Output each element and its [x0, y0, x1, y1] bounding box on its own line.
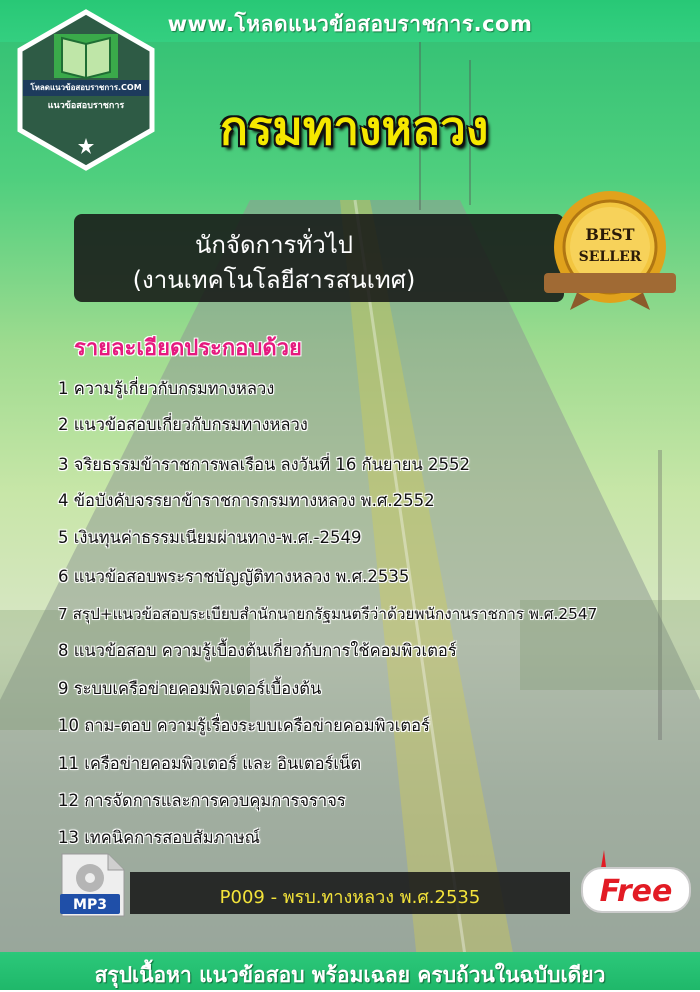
best-seller-badge [540, 185, 680, 325]
mp3-file-icon [58, 852, 128, 918]
list-item: 13 เทคนิคการสอบสัมภาษณ์ [58, 828, 260, 847]
seller-line2: SELLER [578, 249, 642, 265]
logo-site-name: โหลดแนวข้อสอบราชการ.COM [23, 80, 149, 96]
main-title: กรมทางหลวง [220, 101, 489, 155]
logo-tagline: แนวข้อสอบราชการ [47, 101, 125, 111]
list-item: 4 ข้อบังคับจรรยาข้าราชการกรมทางหลวง พ.ศ.2552 [58, 491, 435, 510]
list-item: 10 ถาม-ตอบ ความรู้เรื่องระบบเครือข่ายคอมพิวเตอร์ [58, 716, 430, 735]
list-item: 12 การจัดการและการควบคุมการจราจร [58, 791, 346, 810]
list-item: 3 จริยธรรมข้าราชการพลเรือน ลงวันที่ 16 กันยายน 2552 [58, 455, 470, 474]
list-item: 7 สรุป+แนวข้อสอบระเบียบสำนักนายกรัฐมนตรีว่าด้วยพนักงานราชการ พ.ศ.2547 [58, 605, 598, 623]
position-title: นักจัดการทั่วไป [194, 231, 354, 259]
free-label: Free [599, 874, 673, 909]
list-item: 11 เครือข่ายคอมพิวเตอร์ และ อินเตอร์เน็ต [58, 754, 362, 773]
list-item: 5 เงินทุนค่าธรรมเนียมผ่านทาง-พ.ศ.-2549 [58, 528, 362, 547]
footer-text: สรุปเนื้อหา แนวข้อสอบ พร้อมเฉลย ครบถ้วนในฉบับเดียว [94, 963, 606, 987]
list-item: 8 แนวข้อสอบ ความรู้เบื้องต้นเกี่ยวกับการใช้คอมพิวเตอร์ [58, 641, 457, 660]
seller-line1: BEST [585, 225, 635, 244]
details-heading: รายละเอียดประกอบด้วย [74, 336, 302, 361]
list-item: 2 แนวข้อสอบเกี่ยวกับกรมทางหลวง [58, 415, 308, 434]
list-item: 6 แนวข้อสอบพระราชบัญญัติทางหลวง พ.ศ.2535 [58, 567, 410, 586]
mp3-title: P009 - พรบ.ทางหลวง พ.ศ.2535 [219, 887, 481, 908]
list-item: 9 ระบบเครือข่ายคอมพิวเตอร์เบื้องต้น [58, 679, 322, 698]
list-item: 1 ความรู้เกี่ยวกับกรมทางหลวง [58, 379, 275, 398]
position-subtitle: (งานเทคโนโลยีสารสนเทศ) [132, 266, 416, 294]
free-badge [574, 846, 694, 918]
mp3-icon-label: MP3 [73, 897, 107, 913]
site-url: www.โหลดแนวข้อสอบราชการ.com [167, 12, 533, 36]
